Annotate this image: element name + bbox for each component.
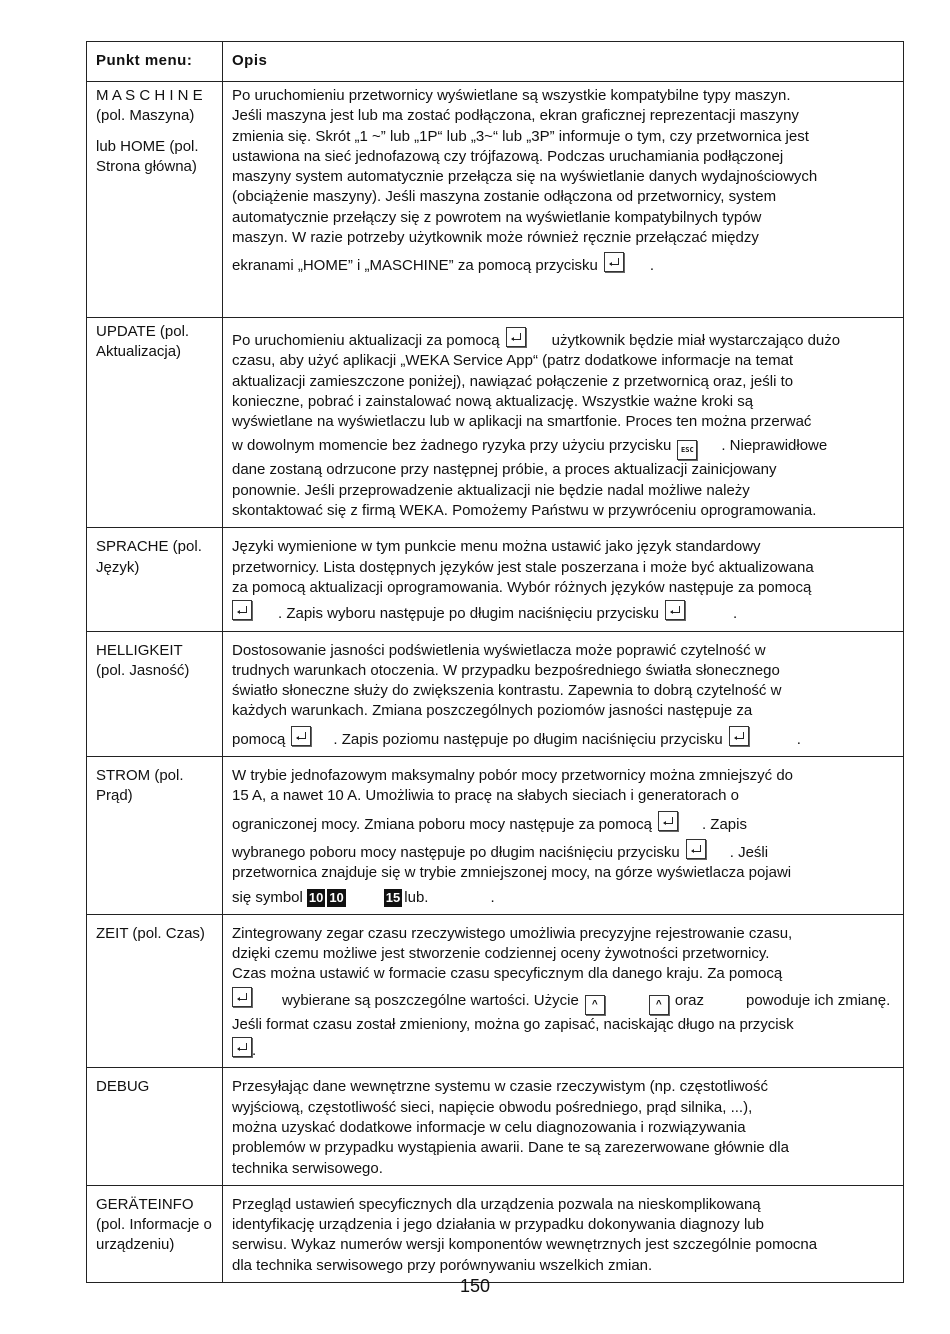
description-cell bbox=[223, 757, 904, 915]
up-key-icon: ^ bbox=[585, 995, 605, 1015]
description-line: dane zostaną odrzucone przy następnej próbie, a proces aktualizacji zainicjowany bbox=[232, 461, 777, 479]
description-line: wyjściową, częstotliwość sieci, napięcie obwodu pośredniego, prąd silnika, ...), bbox=[232, 1098, 753, 1116]
text-fragment: . Jeśli bbox=[729, 843, 769, 861]
description-line bbox=[232, 839, 894, 863]
description-line: Jeśli format czasu został zmieniony, można go zapisać, naciskając długo na przycisk bbox=[232, 1015, 794, 1033]
text-fragment: ograniczonej mocy. Zmiana poboru mocy następuje za pomocą bbox=[232, 815, 652, 833]
description-line: 15 A, a nawet 10 A. Umożliwia to pracę na słabych sieciach i generatorach o bbox=[232, 787, 739, 805]
description-line: automatycznie przełączy się z powrotem na wyświetlanie kompatybilnych typów bbox=[232, 208, 762, 226]
enter-key-icon bbox=[686, 839, 706, 859]
description-line: Czas można ustawić w formacie czasu specyficznym dla danego kraju. Za pomocą bbox=[232, 965, 783, 983]
text-fragment: pomocą bbox=[232, 730, 286, 748]
menu-item-cell bbox=[87, 914, 223, 1067]
description-line: identyfikację urządzenia i jego działania w przypadku dokonywania diagnozy lub bbox=[232, 1216, 764, 1234]
text-fragment: . bbox=[252, 1042, 257, 1060]
description-line: Dostosowanie jasności podświetlenia wyświetlacza może poprawić czytelność w bbox=[232, 641, 766, 659]
description-line bbox=[232, 987, 894, 1015]
description-line: Po uruchomieniu przetwornicy wyświetlane są wszystkie kompatybilne typy maszyn. bbox=[232, 87, 791, 104]
description-line: aktualizacji zamieszczone poniżej), nawiązać połączenie z przetwornicą oraz, jeśli to bbox=[232, 372, 794, 390]
enter-key-icon bbox=[232, 600, 252, 620]
description-line: wyświetlane na wyświetlaczu lub w aplikacji na smartfonie. Proces ten można przerwać bbox=[232, 413, 812, 431]
enter-key-icon bbox=[729, 726, 749, 746]
menu-item-name: HELLIGKEIT (pol. Jasność) bbox=[96, 641, 190, 679]
description-line bbox=[232, 600, 894, 624]
table-row bbox=[87, 757, 904, 915]
enter-key-icon bbox=[665, 600, 685, 620]
menu-table bbox=[86, 41, 904, 1283]
description-line: (obciążenie maszyny). Jeśli maszyna zostanie odłączona od przetwornicy, system bbox=[232, 188, 777, 206]
table-row bbox=[87, 631, 904, 756]
menu-item-cell bbox=[87, 1185, 223, 1282]
text-fragment: lub. bbox=[404, 888, 429, 906]
description-line: technika serwisowego. bbox=[232, 1159, 383, 1177]
description-cell bbox=[223, 914, 904, 1067]
power-10a-symbol-icon: 10 bbox=[329, 889, 344, 905]
text-fragment: powoduje ich zmianę. bbox=[746, 991, 891, 1009]
page-number: 150 bbox=[459, 1276, 491, 1296]
power-10a-symbol-icon: 10 bbox=[308, 889, 324, 905]
power-15a-symbol-icon: 15 bbox=[385, 889, 401, 905]
description-cell bbox=[223, 82, 904, 318]
description-line: zmienia się. Skrót „1 ~” lub „1P“ lub „3~“ lub „3P” informuje o tym, czy przetwornica jest bbox=[232, 127, 809, 145]
enter-key-icon bbox=[232, 1037, 252, 1057]
text-fragment: . bbox=[490, 888, 495, 906]
enter-key-icon bbox=[658, 811, 678, 831]
menu-item-cell bbox=[87, 757, 223, 915]
description-line: przetwornicy. Lista dostępnych języków jest stale poszerzana i może być aktualizowana bbox=[232, 558, 814, 576]
description-line: skontaktować się z firmą WEKA. Pomożemy Państwu w przywróceniu oprogramowania. bbox=[232, 502, 817, 520]
description-line: maszyn. W razie potrzeby użytkownik może również ręcznie przełączać między bbox=[232, 229, 759, 247]
menu-item-cell bbox=[87, 82, 223, 318]
table-row bbox=[87, 914, 904, 1067]
menu-item-name: DEBUG bbox=[96, 1078, 150, 1096]
enter-key-icon bbox=[291, 726, 311, 746]
enter-key-icon bbox=[506, 327, 526, 347]
description-cell bbox=[223, 1068, 904, 1185]
description-line: dla technika serwisowego przy porównywaniu wszelkich zmian. bbox=[232, 1256, 653, 1274]
text-fragment: Po uruchomieniu aktualizacji za pomocą bbox=[232, 332, 500, 349]
enter-key-icon bbox=[232, 987, 252, 1007]
description-line: czasu, aby użyć aplikacji „WEKA Service App“ (patrz dodatkowe informacje na temat bbox=[232, 352, 794, 370]
text-fragment: . Zapis wyboru następuje po długim naciśnięciu przycisku bbox=[278, 605, 660, 623]
description-cell bbox=[223, 318, 904, 528]
description-line: ponownie. Jeśli przeprowadzenie aktualizacji nie będzie nadal możliwe należy bbox=[232, 481, 750, 499]
description-line: serwisu. Wykaz numerów wersji komponentów wewnętrznych jest szczególnie pomocna bbox=[232, 1236, 818, 1254]
text-fragment: wybranego poboru mocy następuje po długim naciśnięciu przycisku bbox=[232, 843, 680, 861]
text-fragment: oraz bbox=[674, 991, 704, 1009]
description-line: konieczne, pobrać i zainstalować nową aktualizację. Wszystkie ważne kroki są bbox=[232, 392, 754, 410]
description-line: każdych warunkach. Zmiana poszczególnych poziomów jasności następuje za bbox=[232, 702, 753, 720]
description-line: maszyny system automatycznie przełącza się na wyświetlanie danych wydajnościowych bbox=[232, 168, 818, 186]
table-row bbox=[87, 1185, 904, 1282]
table-row bbox=[87, 82, 904, 318]
description-line: Przegląd ustawień specyficznych dla urządzenia pozwala na nieskomplikowaną bbox=[232, 1195, 761, 1213]
table-row bbox=[87, 318, 904, 528]
text-fragment: . bbox=[649, 257, 655, 275]
text-fragment: się symbol bbox=[232, 888, 303, 906]
description-line bbox=[232, 888, 894, 908]
menu-item-name: M A S C H I N E (pol. Maszyna) bbox=[96, 87, 203, 125]
description-line: trudnych warunkach otoczenia. W przypadku bezpośredniego światła słonecznego bbox=[232, 661, 780, 679]
description-line: Jeśli maszyna jest lub ma zostać podłączona, ekran graficznej reprezentacji maszyny bbox=[232, 107, 799, 125]
description-line: problemów w przypadku wystąpienia awarii. Dane te są zarezerwowane głównie dla bbox=[232, 1139, 789, 1157]
text-fragment: . bbox=[796, 730, 801, 748]
description-line bbox=[232, 1037, 894, 1061]
description-line: W trybie jednofazowym maksymalny pobór mocy przetwornicy można zmniejszyć do bbox=[232, 767, 794, 785]
description-line: Języki wymienione w tym punkcie menu można ustawić jako język standardowy bbox=[232, 538, 761, 556]
menu-item-name: STROM (pol. Prąd) bbox=[96, 767, 184, 805]
description-cell bbox=[223, 528, 904, 631]
text-fragment: . Nieprawidłowe bbox=[721, 437, 828, 455]
menu-item-name: UPDATE (pol. Aktualizacja) bbox=[96, 323, 190, 361]
description-line: światło słoneczne służy do zwiększenia kontrastu. Zapewnia to dobrą czytelność w bbox=[232, 682, 782, 700]
text-fragment: w dowolnym momencie bez żadnego ryzyka przy użyciu przycisku bbox=[232, 437, 672, 455]
menu-item-cell bbox=[87, 528, 223, 631]
menu-item-cell bbox=[87, 631, 223, 756]
header-menu-item: Punkt menu: bbox=[87, 42, 223, 82]
enter-key-icon bbox=[604, 252, 624, 272]
description-line: przetwornica znajduje się w trybie zmniejszonej mocy, na górze wyświetlacza pojawi bbox=[232, 864, 792, 882]
text-fragment: ekranami „HOME” i „MASCHINE” za pomocą przycisku bbox=[232, 257, 598, 275]
text-fragment: wybierane są poszczególne wartości. Użycie bbox=[282, 991, 579, 1009]
menu-item-name: SPRACHE (pol. Język) bbox=[96, 538, 202, 576]
description-line: dzięki czemu możliwe jest stworzenie codziennej oceny żywotności przetwornicy. bbox=[232, 945, 770, 963]
text-fragment: użytkownik będzie miał wystarczająco dużo bbox=[551, 332, 841, 349]
header-description: Opis bbox=[223, 42, 904, 82]
menu-item-name: ZEIT (pol. Czas) bbox=[96, 924, 205, 942]
text-fragment: . Zapis poziomu następuje po długim naciśnięciu przycisku bbox=[333, 730, 723, 748]
esc-key-icon: ESC bbox=[677, 440, 697, 460]
menu-item-cell bbox=[87, 318, 223, 528]
description-line: ustawiona na sieć jednofazową czy trójfazową. Podczas uruchamiania podłączonej bbox=[232, 147, 784, 165]
table-header bbox=[87, 42, 904, 82]
text-fragment: . bbox=[733, 605, 738, 623]
table-row bbox=[87, 1068, 904, 1185]
description-line: Zintegrowany zegar czasu rzeczywistego umożliwia precyzyjne rejestrowanie czasu, bbox=[232, 924, 793, 942]
description-line: za pomocą aktualizacji oprogramowania. Wybór różnych języków następuje za pomocą bbox=[232, 578, 812, 596]
description-line bbox=[232, 811, 894, 835]
description-line bbox=[232, 252, 894, 276]
description-line bbox=[232, 327, 894, 351]
description-line: można uzyskać dodatkowe informacje w celu diagnozowania i rozwiązywania bbox=[232, 1118, 746, 1136]
description-line bbox=[232, 436, 894, 460]
menu-item-cell bbox=[87, 1068, 223, 1185]
menu-item-name: GERÄTEINFO (pol. Informacje o urządzeniu) bbox=[96, 1195, 212, 1254]
description-cell bbox=[223, 631, 904, 756]
description-line: Przesyłając dane wewnętrzne systemu w czasie rzeczywistym (np. częstotliwość bbox=[232, 1078, 769, 1096]
description-cell bbox=[223, 1185, 904, 1282]
up-key-icon: ^ bbox=[649, 995, 669, 1015]
text-fragment: . Zapis bbox=[701, 815, 747, 833]
table-row bbox=[87, 528, 904, 631]
menu-item-name-alt: lub HOME (pol. Strona główna) bbox=[96, 137, 199, 175]
description-line bbox=[232, 726, 894, 750]
